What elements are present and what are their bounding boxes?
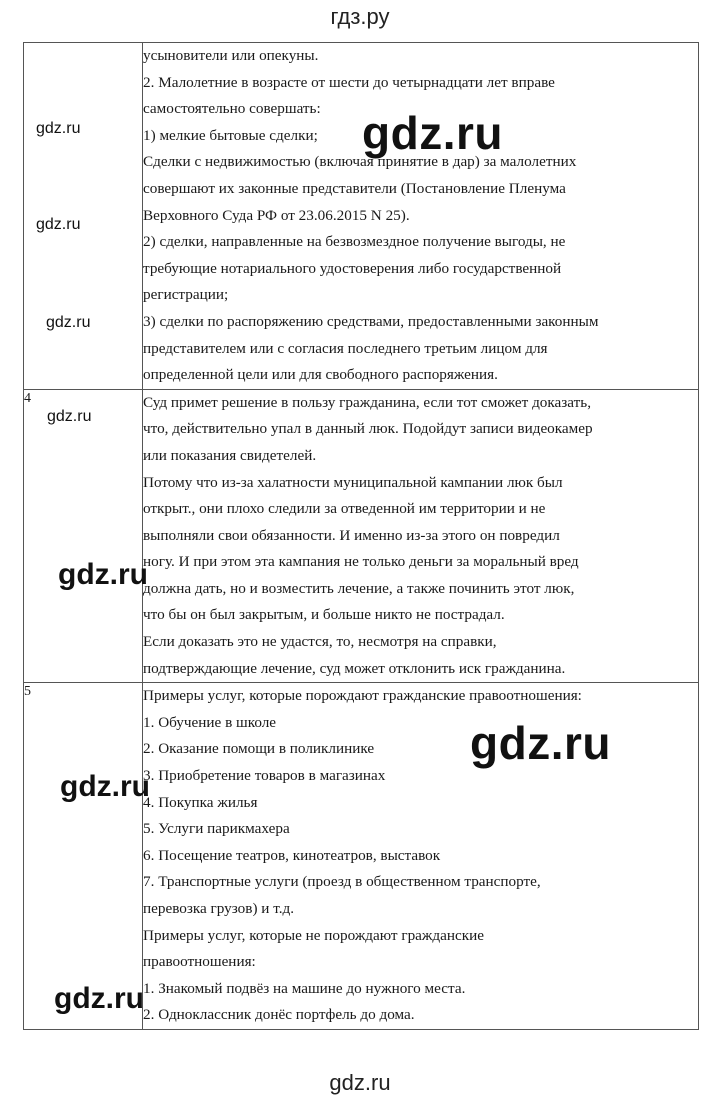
text-line: или показания свидетелей. xyxy=(143,446,317,464)
text-line: требующие нотариального удостоверения либо государственной xyxy=(143,259,562,277)
text-line: 3) сделки по распоряжению средствами, предоставленными законным xyxy=(143,312,599,330)
text-line: что, действительно упал в данный люк. Подойдут записи видеокамер xyxy=(143,420,593,438)
text-line: что бы он был закрытым, и больше никто не пострадал. xyxy=(143,606,505,624)
row-number-cell xyxy=(24,683,143,1030)
watermark: gdz.ru xyxy=(46,314,91,331)
text-line: ногу. И при этом эта кампания не только деньги за моральный вред xyxy=(143,553,579,571)
text-line: перевозка грузов) и т.д. xyxy=(143,900,295,917)
text-line: 1) мелкие бытовые сделки; xyxy=(143,126,318,144)
watermark: gdz.ru xyxy=(36,120,81,137)
row-number: 4 xyxy=(24,390,31,406)
text-line: правоотношения: xyxy=(143,953,256,971)
text-line: 2) сделки, направленные на безвозмездное получение выгоды, не xyxy=(143,233,566,251)
text-line: Суд примет решение в пользу гражданина, если тот сможет доказать, xyxy=(143,393,591,411)
watermark: gdz.ru xyxy=(60,770,150,803)
row-text-cell xyxy=(143,389,699,683)
text-line: 1. Знакомый подвёз на машине до нужного места. xyxy=(143,979,466,997)
site-header: гдз.ру xyxy=(330,4,390,29)
text-line: представителем или с согласия последнего третьим лицом для xyxy=(143,339,548,357)
text-line: 7. Транспортные услуги (проезд в общественном транспорте, xyxy=(143,873,541,891)
text-line: выполняли свои обязанности. И именно из-за этого он повредил xyxy=(143,526,560,544)
table-row xyxy=(24,43,699,390)
text-line: 2. Малолетние в возрасте от шести до четырнадцати лет вправе xyxy=(143,73,555,91)
watermark: gdz.ru xyxy=(362,107,503,159)
text-line: совершают их законные представители (Постановление Пленума xyxy=(143,179,566,197)
site-footer: gdz.ru xyxy=(329,1070,391,1095)
text-line: 2. Оказание помощи в поликлинике xyxy=(143,740,375,758)
row-text-cell xyxy=(143,683,699,1030)
text-line: 3. Приобретение товаров в магазинах xyxy=(143,767,386,785)
text-line: 2. Одноклассник донёс портфель до дома. xyxy=(143,1006,415,1024)
text-line: Сделки с недвижимостью (включая принятие в дар) за малолетних xyxy=(143,153,577,171)
text-line: 1. Обучение в школе xyxy=(143,713,277,731)
text-line: определенной цели или для свободного распоряжения. xyxy=(143,366,498,384)
text-line: Потому что из-за халатности муниципальной кампании люк был xyxy=(143,473,563,491)
row-number: 5 xyxy=(24,684,31,700)
watermark: gdz.ru xyxy=(58,558,148,591)
table-row xyxy=(24,389,699,683)
text-line: регистрации; xyxy=(143,286,229,304)
text-line: 6. Посещение театров, кинотеатров, выставок xyxy=(143,846,441,864)
text-line: открыт., они плохо следили за отведенной им территории и не xyxy=(143,500,546,518)
watermark: gdz.ru xyxy=(54,982,144,1015)
watermark: gdz.ru xyxy=(36,216,81,233)
text-line: усыновители или опекуны. xyxy=(143,47,319,64)
text-line: должна дать, но и возместить лечение, а также починить этот люк, xyxy=(143,579,575,597)
text-line: Примеры услуг, которые порождают гражданские правоотношения: xyxy=(143,687,582,705)
watermark: gdz.ru xyxy=(470,717,611,769)
text-line: Если доказать это не удастся, то, несмотря на справки, xyxy=(143,633,497,651)
text-line: Примеры услуг, которые не порождают гражданские xyxy=(143,926,484,944)
row-number-cell xyxy=(24,389,143,683)
text-line: 4. Покупка жилья xyxy=(143,793,258,811)
text-line: подтверждающие лечение, суд может отклонить иск гражданина. xyxy=(143,659,566,677)
text-line: 5. Услуги парикмахера xyxy=(143,820,290,838)
text-line: Верховного Суда РФ от 23.06.2015 N 25). xyxy=(143,206,410,224)
row-text-cell xyxy=(143,43,699,390)
answers-table xyxy=(23,42,699,1030)
watermark: gdz.ru xyxy=(47,408,92,425)
text-line: самостоятельно совершать: xyxy=(143,100,321,118)
